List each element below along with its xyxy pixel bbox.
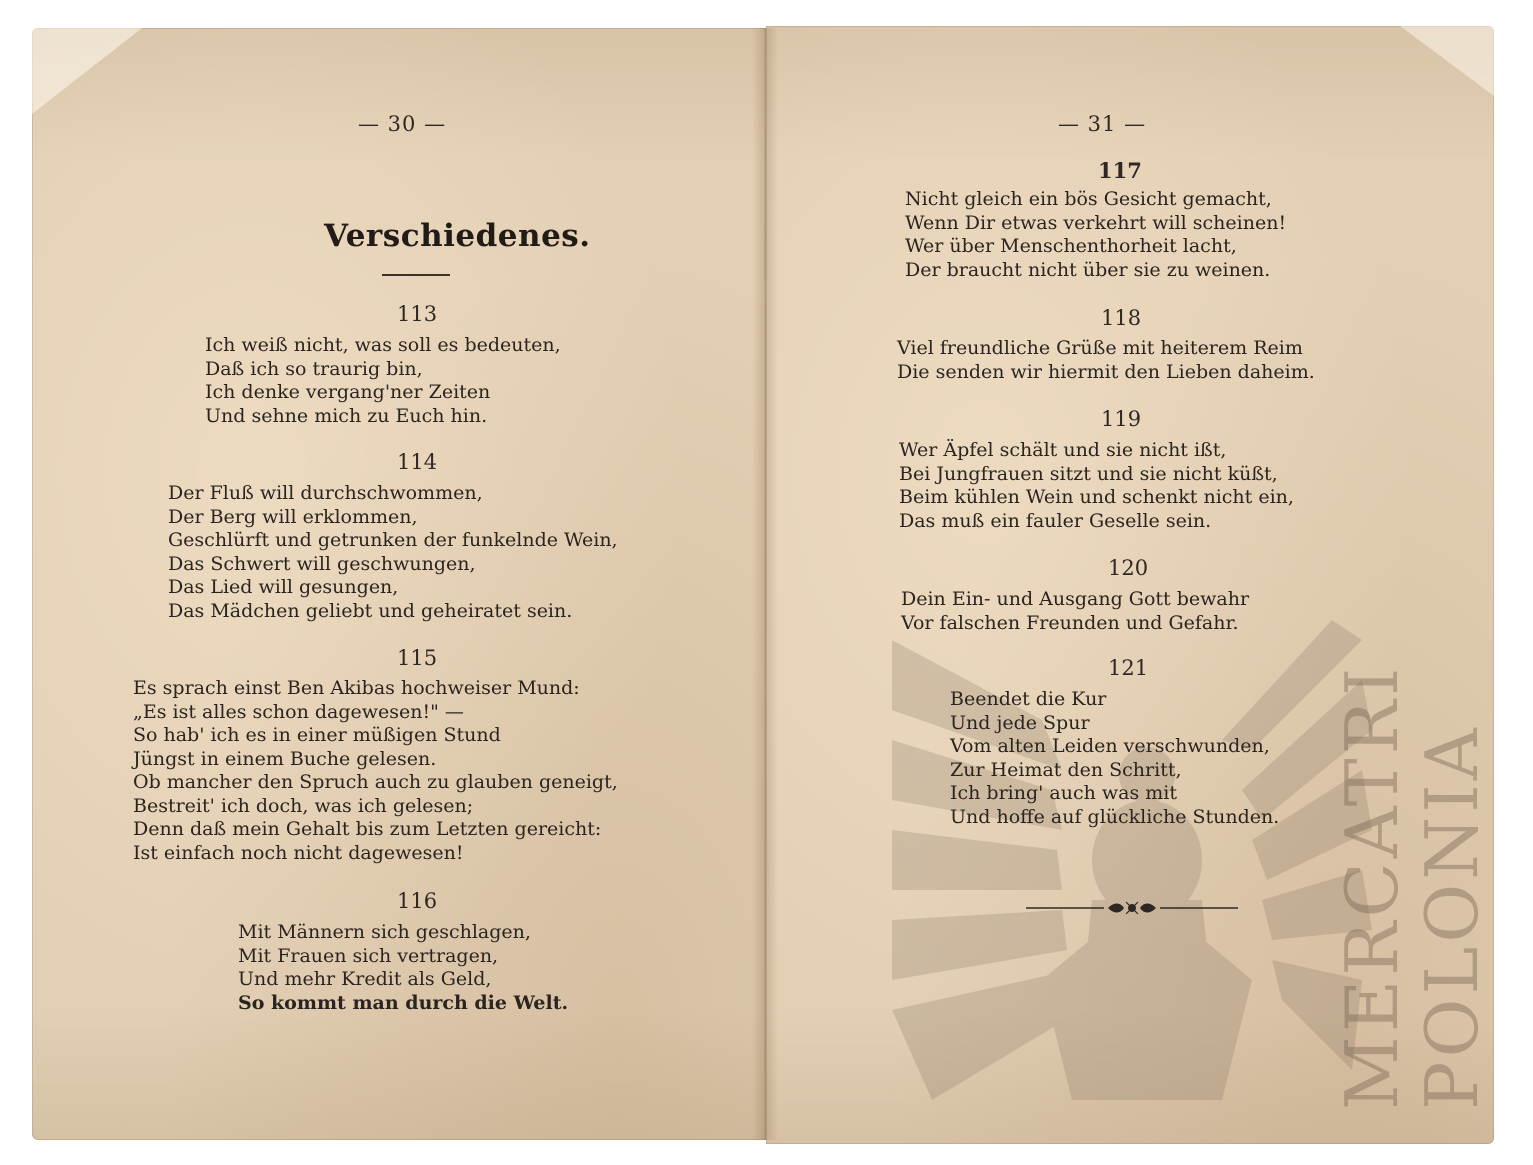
poem-line: Bestreit' ich doch, was ich gelesen;: [133, 794, 474, 817]
poem-line: Mit Männern sich geschlagen,: [238, 921, 531, 943]
poem-line: Der Berg will erklommen,: [168, 505, 418, 528]
poem-line: Vor falschen Freunden und Gefahr.: [901, 611, 1239, 634]
poem-121-text: [950, 688, 1279, 829]
poem-line: Denn daß mein Gehalt bis zum Letzten gereicht:: [133, 818, 602, 840]
title-divider: [382, 274, 450, 276]
poem-line: Das muß ein fauler Geselle sein.: [899, 509, 1212, 532]
book-spine-gutter: [752, 28, 778, 1140]
right-page-corner-fold: [1400, 26, 1494, 96]
poem-number-113: 113: [397, 302, 438, 326]
poem-line: Viel freundliche Grüße mit heiterem Reim: [897, 337, 1303, 359]
poem-line: Der Fluß will durchschwommen,: [168, 482, 483, 504]
poem-119-text: [899, 439, 1294, 533]
poem-113-text: [205, 334, 561, 428]
end-ornament-divider: [1026, 898, 1238, 918]
poem-line: Es sprach einst Ben Akibas hochweiser Mund:: [133, 677, 580, 699]
poem-line: Wenn Dir etwas verkehrt will scheinen!: [905, 211, 1287, 234]
poem-line: Zur Heimat den Schritt,: [950, 758, 1182, 781]
page-number-left: — 30 —: [358, 112, 447, 136]
watermark-text-polonia: POLONIA: [1410, 724, 1494, 1110]
poem-118-text: [897, 337, 1315, 384]
poem-number-116: 116: [397, 889, 438, 913]
watermark-text-mercatri: MERCATRI: [1330, 663, 1414, 1110]
page-number-right: — 31 —: [1058, 112, 1147, 136]
poem-line: So kommt man durch die Welt.: [238, 991, 569, 1014]
poem-line: Und jede Spur: [950, 711, 1090, 734]
poem-line: Ist einfach noch nicht dagewesen!: [133, 841, 464, 864]
poem-number-117: 117: [1098, 158, 1142, 183]
poem-line: Das Lied will gesungen,: [168, 576, 399, 598]
poem-line: Der braucht nicht über sie zu weinen.: [905, 258, 1271, 281]
poem-line: Wer Äpfel schält und sie nicht ißt,: [899, 439, 1227, 461]
poem-line: Das Schwert will geschwungen,: [168, 552, 476, 575]
poem-line: Die senden wir hiermit den Lieben daheim.: [897, 360, 1315, 383]
poem-number-115: 115: [397, 646, 438, 670]
poem-line: Das Mädchen geliebt und geheiratet sein.: [168, 599, 573, 622]
poem-line: Beim kühlen Wein und schenkt nicht ein,: [899, 486, 1294, 508]
poem-line: Und hoffe auf glückliche Stunden.: [950, 805, 1280, 828]
poem-115-text: [133, 677, 618, 865]
poem-line: Jüngst in einem Buche gelesen.: [133, 747, 437, 770]
poem-line: Dein Ein- und Ausgang Gott bewahr: [901, 588, 1250, 610]
poem-line: Daß ich so traurig bin,: [205, 357, 423, 380]
poem-116-text: [238, 921, 568, 1015]
poem-number-120: 120: [1108, 556, 1149, 580]
poem-number-118: 118: [1101, 306, 1142, 330]
poem-line: Mit Frauen sich vertragen,: [238, 944, 499, 967]
poem-120-text: [901, 588, 1249, 635]
poem-line: Und sehne mich zu Euch hin.: [205, 404, 488, 427]
poem-line: Vom alten Leiden verschwunden,: [950, 735, 1270, 757]
poem-line: „Es ist alles schon dagewesen!" —: [133, 700, 464, 723]
poem-114-text: [168, 482, 618, 623]
poem-number-114: 114: [397, 450, 438, 474]
poem-line: Geschlürft und getrunken der funkelnde Wein,: [168, 529, 618, 551]
poem-line: Und mehr Kredit als Geld,: [238, 968, 492, 990]
poem-line: Ich weiß nicht, was soll es bedeuten,: [205, 334, 561, 356]
poem-line: Bei Jungfrauen sitzt und sie nicht küßt,: [899, 462, 1278, 485]
poem-line: Ich bring' auch was mit: [950, 782, 1177, 804]
poem-line: Ich denke vergang'ner Zeiten: [205, 381, 491, 403]
poem-line: Beendet die Kur: [950, 688, 1107, 710]
poem-117-text: [905, 188, 1286, 282]
poem-number-119: 119: [1101, 407, 1142, 431]
section-title: Verschiedenes.: [324, 218, 591, 254]
poem-line: So hab' ich es in einer müßigen Stund: [133, 724, 501, 746]
poem-number-121: 121: [1108, 656, 1149, 680]
left-page-corner-fold: [32, 28, 142, 114]
poem-line: Ob mancher den Spruch auch zu glauben geneigt,: [133, 771, 618, 793]
poem-line: Wer über Menschenthorheit lacht,: [905, 235, 1237, 257]
poem-line: Nicht gleich ein bös Gesicht gemacht,: [905, 188, 1272, 210]
